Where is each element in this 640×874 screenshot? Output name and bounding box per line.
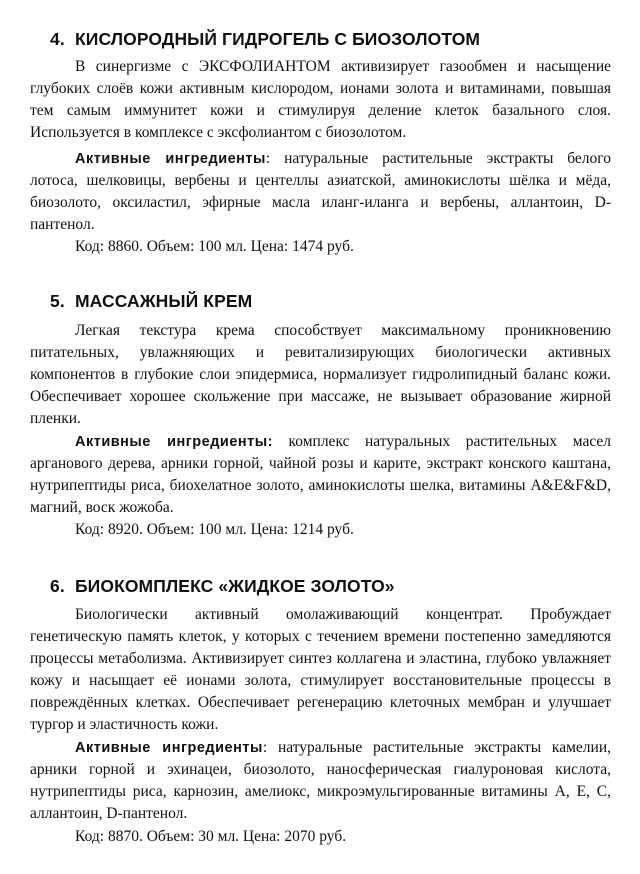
section-number: 5. (50, 291, 65, 311)
ingredients-list: : натуральные растительные экстракты белого лотоса, шелковицы, вербены и центеллы азиатской, аминокислоты шёлка и мёда, биозолото, оксиластил, эфирные масла иланг-иланга и вербены, аллантоин, D-пантенол. (30, 150, 612, 233)
product-code-line: Код: 8920. Объем: 100 мл. Цена: 1214 руб. (75, 521, 354, 538)
section-title: БИОКОМПЛЕКС «ЖИДКОЕ ЗОЛОТО» (75, 576, 395, 596)
ingredients-list: : натуральные растительные экстракты камелии, арники горной и эхинацеи, биозолото, наносферическая гиалуроновая кислота, нутрипептиды риса, карнозин, амелиокс, микроэмульгированные витамины А, Е, С, аллантоин, D-пантенол. (30, 739, 611, 822)
section-number: 6. (50, 576, 65, 596)
section-number: 4. (50, 29, 65, 49)
section-title: МАССАЖНЫЙ КРЕМ (75, 291, 253, 311)
section-heading (50, 29, 480, 50)
product-description: Легкая текстура крема способствует максимальному проникновению питательных, увлажняющих и ревитализирующих биологически активных компонентов в глубокие слои эпидермиса, нормализует гидролипидный баланс кожи. Обеспечивает хорошее скольжение при массаже, не вызывает образование жирной пленки. (30, 322, 611, 427)
active-ingredients (30, 431, 611, 519)
ingredients-label: Активные ингредиенты: (75, 434, 273, 450)
ingredients-label: Активные ингредиенты (75, 740, 263, 756)
product-code-line: Код: 8870. Объем: 30 мл. Цена: 2070 руб. (75, 828, 347, 845)
ingredients-list: комплекс натуральных растительных масел арганового дерева, арники горной, чайной розы и карите, экстракт конского каштана, нутрипептиды риса, биохелатное золото, аминокислоты шелка, витамины A&E&F&D, магний, воск жожоба. (30, 433, 612, 516)
product-code-line: Код: 8860. Объем: 100 мл. Цена: 1474 руб. (75, 238, 354, 255)
section-heading (50, 576, 395, 597)
product-description: Биологически активный омолаживающий концентрат. Пробуждает генетическую память клеток, у которых с течением времени постепенно замедляются процессы метаболизма. Активизирует синтез коллагена и эластина, глубоко увлажняет кожу и насыщает её ионами золота, стимулирует восстановительные процессы в повреждённых клетках. Обеспечивает регенерацию клеточных мембран и улучшает тургор и эластичность кожи. (30, 606, 611, 733)
active-ingredients (30, 148, 611, 236)
product-description: В синергизме с ЭКСФОЛИАНТОМ активизирует газообмен и насыщение глубоких слоёв кожи активным кислородом, ионами золота и витаминами, повышая тем самым иммунитет кожи и стимулируя деление клеток базального слоя. Используется в комплексе с эксфолиантом с биозолотом. (30, 58, 611, 141)
ingredients-label: Активные ингредиенты (75, 151, 266, 167)
active-ingredients (30, 737, 611, 825)
section-title: КИСЛОРОДНЫЙ ГИДРОГЕЛЬ С БИОЗОЛОТОМ (75, 29, 481, 49)
section-heading (50, 291, 252, 312)
